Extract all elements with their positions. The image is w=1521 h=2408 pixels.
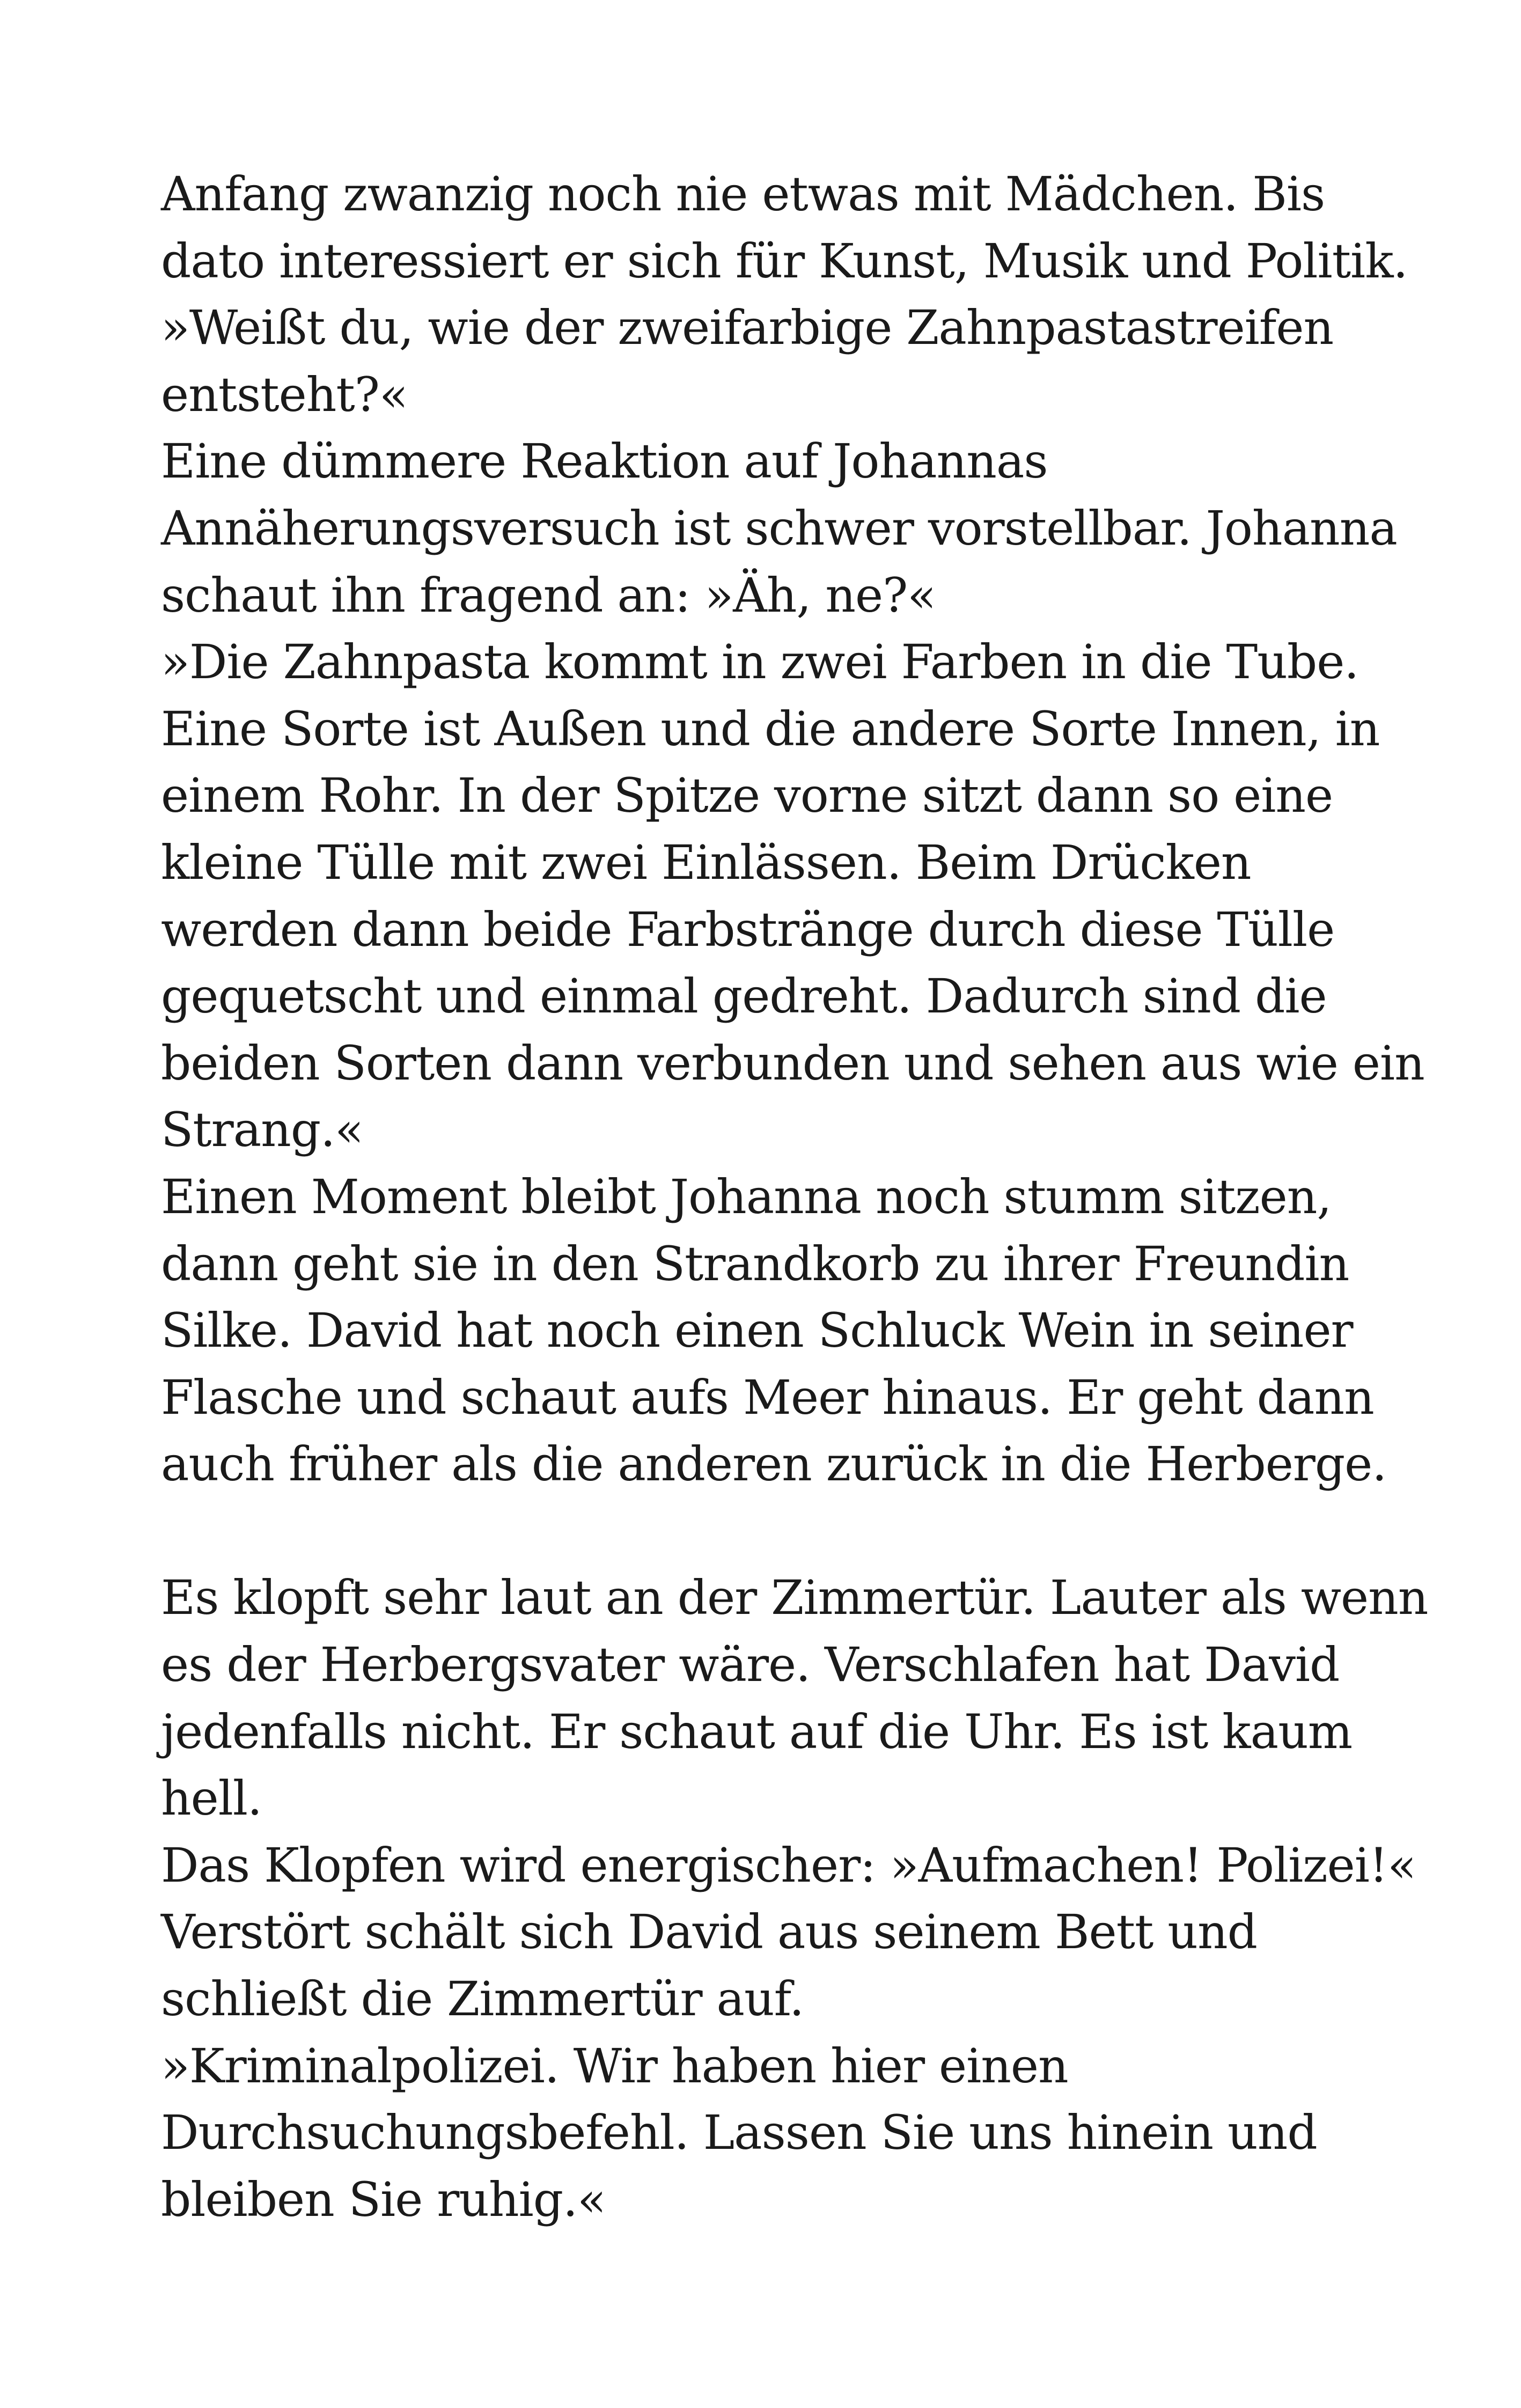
text-line: Flasche und schaut aufs Meer hinaus. Er geht dann [161,1369,1374,1425]
text-line: Durchsuchungsbefehl. Lassen Sie uns hinein und [161,2105,1317,2161]
text-line: kleine Tülle mit zwei Einlässen. Beim Drücken [161,834,1251,890]
text-line: Einen Moment bleibt Johanna noch stumm sitzen, [161,1169,1332,1224]
text-line: gequetscht und einmal gedreht. Dadurch sind die [161,968,1327,1024]
body-text [161,161,1428,2233]
text-line: Annäherungsversuch ist schwer vorstellbar. Johanna [161,500,1397,556]
text-line: beiden Sorten dann verbunden und sehen aus wie ein [161,1035,1424,1091]
paragraph [161,629,1424,1164]
text-line: es der Herbergsvater wäre. Verschlafen hat David [161,1637,1340,1693]
text-line: bleiben Sie ruhig.« [161,2171,606,2227]
paragraph [161,1565,1428,1832]
text-line: Verstört schält sich David aus seinem Bett und [161,1904,1257,1960]
text-line: Anfang zwanzig noch nie etwas mit Mädchen. Bis [161,166,1325,222]
text-line: auch früher als die anderen zurück in die Herberge. [161,1436,1387,1492]
text-line: einem Rohr. In der Spitze vorne sitzt dann so eine [161,768,1333,824]
text-line: werden dann beide Farbstränge durch diese Tülle [161,901,1335,957]
paragraph [161,1832,1416,1899]
text-line: Eine dümmere Reaktion auf Johannas [161,434,1048,489]
text-line: Silke. David hat noch einen Schluck Wein in seiner [161,1303,1353,1359]
text-line: »Die Zahnpasta kommt in zwei Farben in die Tube. [161,634,1359,690]
text-line: jedenfalls nicht. Er schaut auf die Uhr. Es ist kaum [161,1704,1353,1759]
text-line: dann geht sie in den Strandkorb zu ihrer Freundin [161,1236,1349,1291]
text-line: entsteht?« [161,366,408,422]
text-line: dato interessiert er sich für Kunst, Musik und Politik. [161,233,1408,289]
text-line: Es klopft sehr laut an der Zimmertür. Lauter als wenn [161,1570,1428,1626]
text-line: Das Klopfen wird energischer: »Aufmachen! Polizei!« [161,1837,1416,1893]
paragraph [161,2033,1411,2234]
paragraph [161,428,1411,629]
text-line: »Kriminalpolizei. Wir haben hier einen [161,2038,1068,2094]
text-line: »Weißt du, wie der zweifarbige Zahnpastastreifen [161,300,1334,356]
text-line: schaut ihn fragend an: »Äh, ne?« [161,567,936,623]
section-break [161,1498,1411,1565]
paragraph [161,161,1411,295]
paragraph [161,1164,1411,1498]
text-line: hell. [161,1771,262,1826]
text-line: Eine Sorte ist Außen und die andere Sorte Innen, in [161,701,1380,757]
paragraph [161,295,1411,428]
text-line: Strang.« [161,1102,363,1158]
paragraph [161,1899,1411,2032]
text-line: schließt die Zimmertür auf. [161,1971,804,2027]
